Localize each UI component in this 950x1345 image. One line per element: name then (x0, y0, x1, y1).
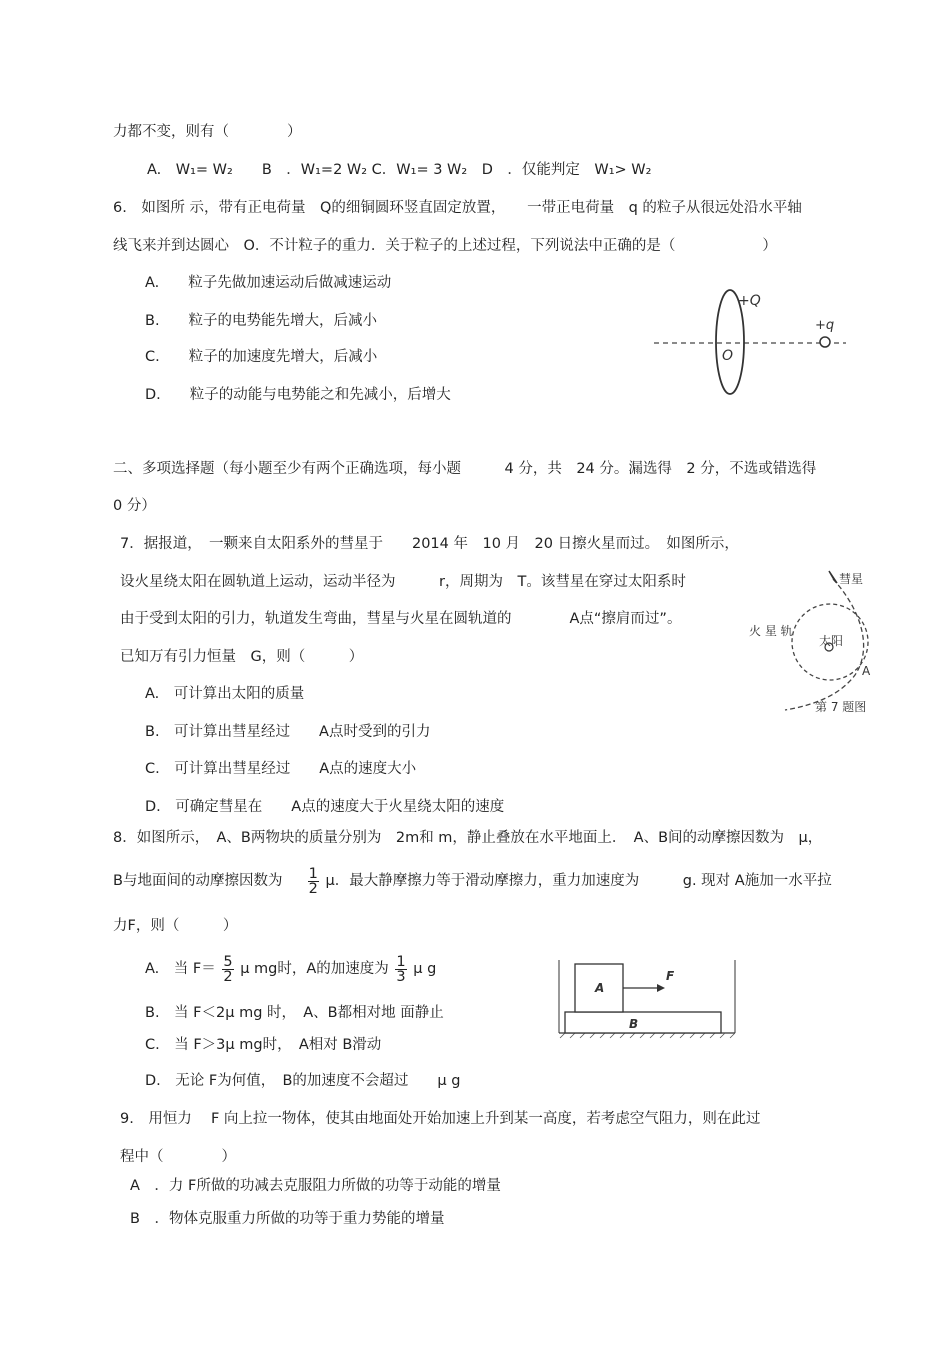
q7-stem-line4: 已知万有引力恒量 G，则（ ） (120, 649, 364, 665)
friction-fraction (308, 867, 319, 896)
fraction-numerator: 5 (223, 953, 233, 970)
fraction-numerator: 1 (308, 865, 318, 882)
q7-option-d: D. 可确定彗星在 A点的速度大于火星绕太阳的速度 (145, 799, 505, 815)
force-fraction (222, 955, 233, 984)
q7-stem-line3: 由于受到太阳的引力，轨道发生弯曲，彗星与火星在圆轨道的 A点“擦肩而过”。 (120, 611, 682, 627)
q8-stem-line3: 力F，则（ ） (113, 918, 238, 934)
ring-charge-label: +Q (738, 293, 761, 309)
q7-option-c: C. 可计算出彗星经过 A点的速度大小 (145, 761, 417, 777)
acceleration-fraction (395, 955, 406, 984)
q8-opta-pre: A. 当 F＝ (145, 961, 216, 977)
q7-option-b: B. 可计算出彗星经过 A点时受到的引力 (145, 724, 431, 740)
q8-option-d: D. 无论 F为何值， B的加速度不会超过 μ g (145, 1073, 461, 1089)
force-label: F (666, 969, 675, 983)
q7-option-a: A. 可计算出太阳的质量 (145, 686, 305, 702)
q8-blocks-figure (555, 955, 740, 1040)
q9-stem-line2: 程中（ ） (120, 1149, 236, 1165)
q8-option-a (145, 950, 436, 988)
q7-figure-caption: 第 7 题图 (815, 700, 867, 714)
fraction-denominator: 2 (223, 968, 233, 985)
particle-charge-label: +q (815, 318, 835, 333)
q8-opta-mid: μ mg时，A的加速度为 (240, 961, 389, 977)
q7-orbit-figure (745, 565, 880, 720)
q9-option-a: A ．力 F所做的功减去克服阻力所做的功等于动能的增量 (130, 1178, 501, 1194)
sun-label: 太阳 (819, 634, 844, 648)
q8-opta-post: μ g (413, 961, 437, 977)
q8-stem-line2 (113, 862, 832, 900)
q9-option-b: B ．物体克服重力所做的功等于重力势能的增量 (130, 1211, 445, 1227)
q8-stem2-post: μ．最大静摩擦力等于滑动摩擦力，重力加速度为 g. 现对 A施加一水平拉 (325, 873, 832, 889)
q7-stem-line2: 设火星绕太阳在圆轨道上运动，运动半径为 r，周期为 T。该彗星在穿过太阳系时 (120, 574, 686, 590)
block-a-label: A (595, 981, 605, 995)
force-arrow-shape (657, 984, 665, 992)
block-b-label: B (629, 1017, 639, 1031)
block-b-shape (565, 1012, 721, 1033)
particle-shape (820, 337, 830, 347)
q6-option-c: C. 粒子的加速度先增大，后减小 (145, 349, 378, 365)
q6-option-d: D. 粒子的动能与电势能之和先减小，后增大 (145, 387, 451, 403)
q6-stem-line1: 6. 如图所 示，带有正电荷量 Q的细铜圆环竖直固定放置， 一带正电荷量 q 的粒子从很远处沿水平轴 (113, 200, 802, 216)
fraction-denominator: 2 (308, 880, 318, 897)
section2-heading-cont: 0 分） (113, 498, 156, 514)
q6-stem-line2: 线飞来并到达圆心 O．不计粒子的重力．关于粒子的上述过程，下列说法中正确的是（ ） (113, 238, 777, 254)
q7-stem-line1: 7．据报道， 一颗来自太阳系外的彗星于 2014 年 10 月 20 日擦火星而过。 如图所示， (120, 536, 739, 552)
q6-option-b: B. 粒子的电势能先增大，后减小 (145, 313, 378, 329)
q5-options: A. W₁= W₂ B ．W₁=2 W₂ C．W₁= 3 W₂ D ．仅能判定 W₁> W₂ (147, 162, 652, 178)
q8-stem-line1: 8．如图所示， A、B两物块的质量分别为 2m和 m，静止叠放在水平地面上． A、B间的动摩擦因数为 μ， (113, 830, 823, 846)
q8-stem2-pre: B与地面间的动摩擦因数为 (113, 873, 283, 889)
ring-center-label: O (722, 348, 734, 364)
q8-option-c: C. 当 F＞3μ mg时， A相对 B滑动 (145, 1037, 382, 1053)
q8-option-b: B. 当 F＜2μ mg 时， A、B都相对地 面静止 (145, 1005, 444, 1021)
q6-ring-figure (650, 285, 850, 400)
q9-stem-line1: 9. 用恒力 F 向上拉一物体，使其由地面处开始加速上升到某一高度，若考虑空气阻力，则在此过 (120, 1111, 761, 1127)
fraction-numerator: 1 (396, 953, 406, 970)
q5-tail-text: 力都不变，则有（ ） (113, 124, 302, 140)
mars-orbit-label: 火 星 轨 (749, 624, 793, 638)
comet-label: 彗星 (839, 572, 864, 586)
comet-arrow-shape (829, 571, 837, 583)
point-a-label: A (862, 664, 871, 678)
fraction-denominator: 3 (396, 968, 406, 985)
section2-heading: 二、多项选择题（每小题至少有两个正确选项，每小题 4 分，共 24 分。漏选得 2 分，不选或错选得 (113, 461, 817, 477)
q6-option-a: A. 粒子先做加速运动后做减速运动 (145, 275, 392, 291)
